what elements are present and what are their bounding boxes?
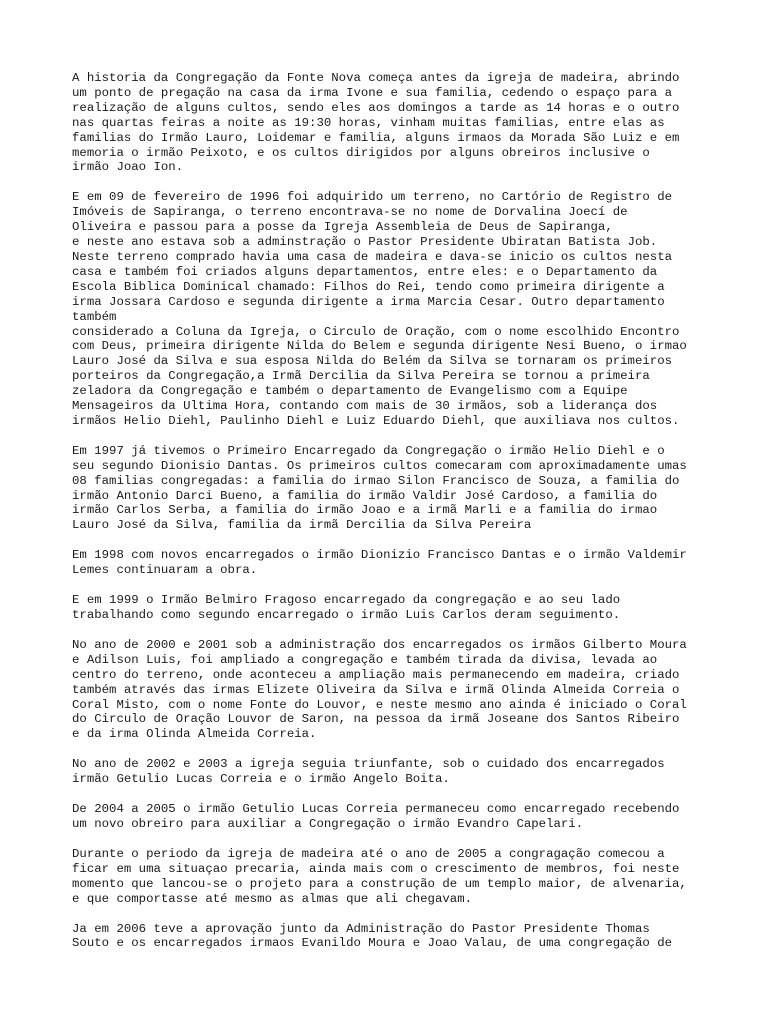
paragraph-2002-2003: No ano de 2002 e 2003 a igreja seguia triunfante, sob o cuidado dos encarregados irmão Getulio Lucas Correia e o irmão Angelo Boita. [72, 757, 665, 787]
paragraph-2004-2005: De 2004 a 2005 o irmão Getulio Lucas Correia permaneceu como encarregado recebendo um novo obreiro para auxiliar a Congregação o irmão Evandro Capelari. [72, 802, 680, 831]
paragraph-1997: Em 1997 já tivemos o Primeiro Encarregado da Congregação o irmão Helio Diehl e o seu segundo Dionisio Dantas. Os primeiros cultos comecaram com aproximadamente umas 08 familias congregadas: a familia do irmao Silon Francisco de Souza, a familia do irmão Antonio Darci Bueno, a familia do irmão Valdir José Cardoso, a familia do irmão Carlos Serba, a familia do irmão Joao e a irmã Marli e a familia do irmao Lauro José da Silva, familia da irmã Dercilia da Silva Pereira [72, 443, 687, 533]
paragraph-1996-land: E em 09 de fevereiro de 1996 foi adquirido um terreno, no Cartório de Registro de Imóveis de Sapiranga, o terreno encontrava-se no nome de Dorvalina Joecí de Oliveira e passou para a posse da Igreja Assembleia de Deus de Sapiranga, e neste ano estava sob a adminstração o Pastor Presidente Ubiratan Batista Job. Neste terreno comprado havia uma casa de madeira e dava-se inicio os cultos nesta casa e também foi criados alguns departamentos, entre eles: e o Departamento da Escola Biblica Dominical chamado: Filhos do Rei, tendo como primeira dirigente a irma Jossara Cardoso e segunda dirigente a irma Marcia Cesar. Outro departamento também considerado a Coluna da Igreja, o Circulo de Oração, com o nome escolhido Encontro com Deus, primeira dirigente Nilda do Belem e segunda dirigente Nesi Bueno, o irmao Lauro José da Silva e sua esposa Nilda do Belém da Silva se tornaram os primeiros porteiros da Congregação,a Irmã Dercilia da Silva Pereira se tornou a primeira zeladora da Congregação e também o departamento de Evangelismo com a Equipe Mensageiros da Ultima Hora, contando com mais de 30 irmãos, sob a liderança dos irmãos Helio Diehl, Paulinho Diehl e Luiz Eduardo Diehl, que auxiliava nos cultos. [72, 190, 687, 428]
paragraph-2006: Ja em 2006 teve a aprovação junto da Administração do Pastor Presidente Thomas Souto e os encarregados irmaos Evanildo Moura e Joao Valau, de uma congregação de [72, 921, 673, 951]
paragraph-wood-church-period: Durante o periodo da igreja de madeira até o ano de 2005 a congragação comecou a ficar em uma situaçao precaria, ainda mais com o crescimento de membros, foi neste momento que lancou-se o projeto para a construção de um templo maior, de alvenaria, e que comportasse até mesmo as almas que ali chegavam. [72, 846, 687, 906]
paragraph-1999: E em 1999 o Irmão Belmiro Fragoso encarregado da congregação e ao seu lado trabalhando como segundo encarregado o irmão Luis Carlos deram seguimento. [72, 593, 621, 622]
document-page [72, 71, 712, 966]
paragraph-2000-2001: No ano de 2000 e 2001 sob a administração dos encarregados os irmãos Gilberto Moura e Adilson Luis, foi ampliado a congregação e também tirada da divisa, levada ao centro do terreno, onde aconteceu a ampliação mais permanecendo em madeira, criado também através das irmas Elizete Oliveira da Silva e irmã Olinda Almeida Correia o Coral Misto, com o nome Fonte do Louvor, e neste mesmo ano ainda é iniciado o Coral do Circulo de Oração Louvor de Saron, na pessoa da irmã Joseane dos Santos Ribeiro e da irma Olinda Almeida Correia. [72, 637, 687, 742]
paragraph-1998: Em 1998 com novos encarregados o irmão Dionizio Francisco Dantas e o irmão Valdemir Lemes continuaram a obra. [72, 548, 687, 578]
paragraph-origins: A historia da Congregação da Fonte Nova começa antes da igreja de madeira, abrindo um ponto de pregação na casa da irma Ivone e sua familia, cedendo o espaço para a realização de alguns cultos, sendo eles aos domingos a tarde as 14 horas e o outro nas quartas feiras a noite as 19:30 horas, vinham muitas familias, entre elas as familias do Irmão Lauro, Loidemar e familia, alguns irmaos da Morada São Luiz e em memoria o irmão Peixoto, e os cultos dirigidos por alguns obreiros inclusive o irmão Joao Ion. [72, 71, 680, 175]
